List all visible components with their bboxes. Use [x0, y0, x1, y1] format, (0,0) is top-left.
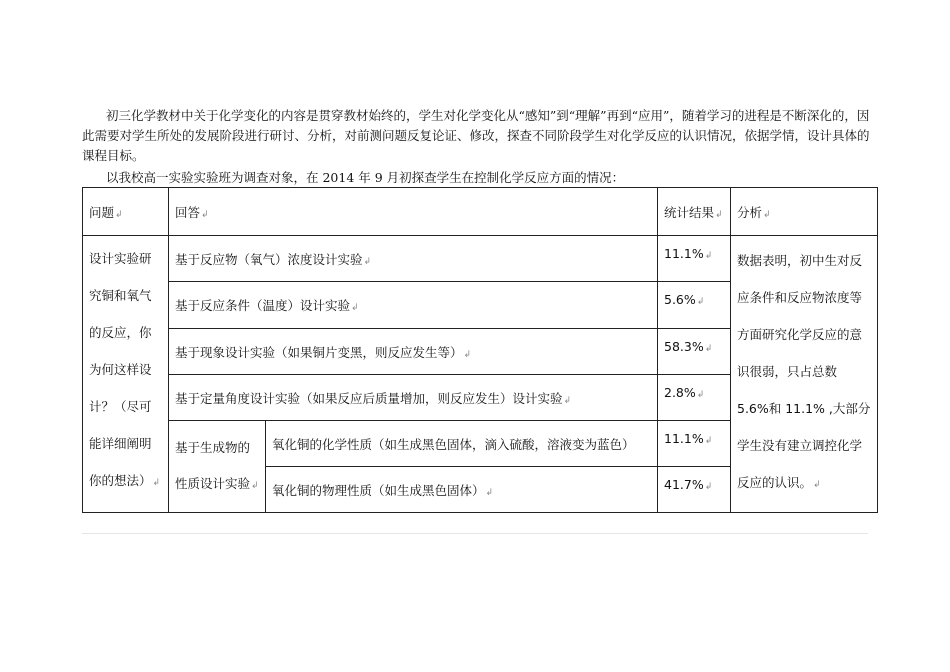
answer-cell: 基于定量角度设计实验（如果反应后质量增加，则反应发生）设计实验↲	[169, 375, 658, 421]
answer-cell: 基于反应物（氧气）浓度设计实验↲	[169, 236, 658, 282]
page-divider	[82, 533, 868, 534]
analysis-cell: 数据表明，初中生对反应条件和反应物浓度等方面研究化学反应的意识很弱，只占总数 5.6%和 11.1% ,大部分学生没有建立调控化学反应的认识。↲	[731, 236, 878, 513]
survey-description: 以我校高一实验实验班为调查对象，在 2014 年 9 月初探查学生在控制化学反应方面的情况：	[106, 170, 625, 185]
answer-cell: 氧化铜的化学性质（如生成黑色固体，滴入硫酸，溶液变为蓝色）	[266, 421, 658, 467]
stat-cell: 58.3%↲	[658, 329, 731, 375]
answer-cell: 基于反应条件（温度）设计实验↲	[169, 282, 658, 329]
stat-cell: 11.1%↲	[658, 421, 731, 467]
header-question: 问题↲	[83, 188, 169, 236]
answer-cell: 基于现象设计实验（如果铜片变黑，则反应发生等）↲	[169, 329, 658, 375]
header-answer: 回答↲	[169, 188, 658, 236]
answer-cell: 氧化铜的物理性质（如生成黑色固体）↲	[266, 467, 658, 513]
question-cell: 设计实验研究铜和氧气的反应，你为何这样设计？（尽可能详细阐明你的想法）↲	[83, 236, 169, 513]
intro-paragraph: 初三化学教材中关于化学变化的内容是贯穿教材始终的，学生对化学变化从“感知”到“理解”再到“应用”，随着学习的进程是不断深化的，因此需要对学生所处的发展阶段进行研讨、分析，对前测问题反复论证、修改，探查不同阶段学生对化学反应的认识情况，依据学情，设计具体的课程目标。	[82, 108, 870, 163]
table-header-row	[83, 188, 878, 236]
header-analysis: 分析↲	[731, 188, 878, 236]
stat-cell: 5.6%↲	[658, 282, 731, 329]
survey-table	[82, 187, 878, 513]
product-group-cell: 基于生成物的性质设计实验↲	[169, 421, 266, 513]
stat-cell: 2.8%↲	[658, 375, 731, 421]
table-row	[83, 236, 878, 282]
stat-cell: 11.1%↲	[658, 236, 731, 282]
header-stats: 统计结果↲	[658, 188, 731, 236]
stat-cell: 41.7%↲	[658, 467, 731, 513]
